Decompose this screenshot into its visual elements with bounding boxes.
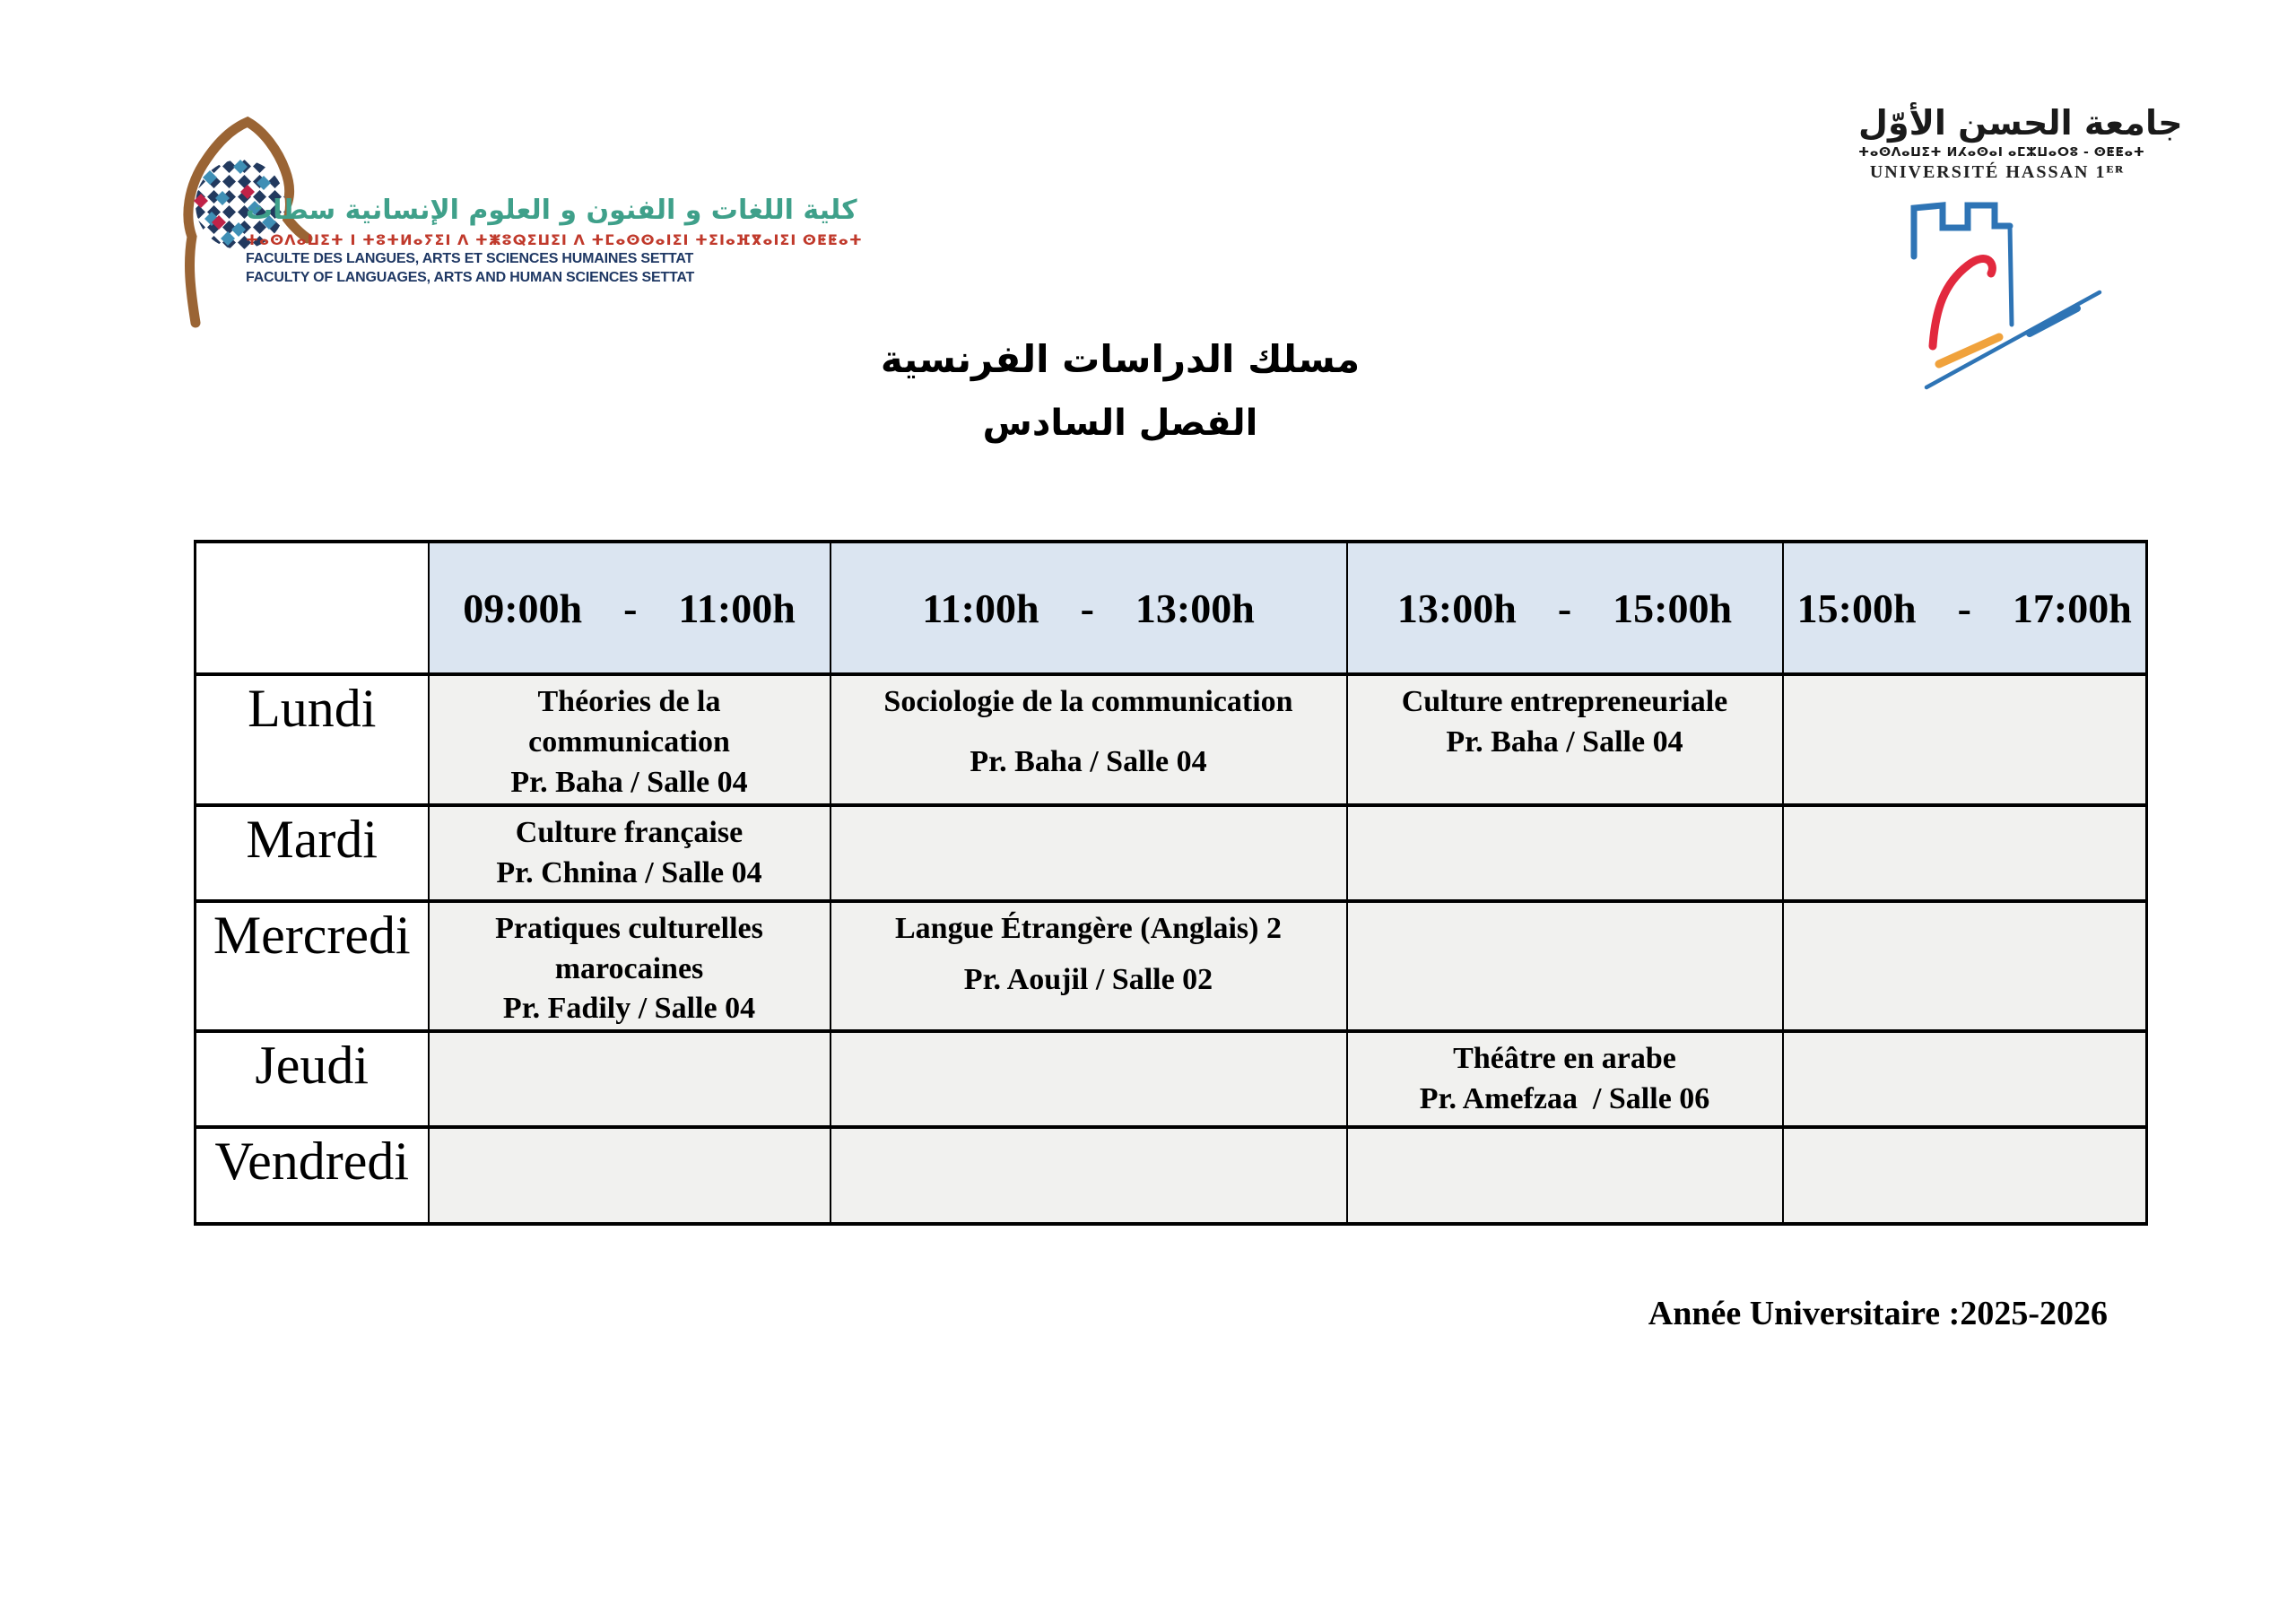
document-title bbox=[0, 337, 2296, 444]
slot2-dash: - bbox=[1557, 585, 1572, 631]
header-row bbox=[196, 542, 2147, 674]
cell-vendredi-1300-empty bbox=[1347, 1127, 1783, 1224]
day-label-mardi: Mardi bbox=[196, 805, 429, 901]
cell-mardi-1500-empty bbox=[1783, 805, 2147, 901]
faculty-name-tifinagh: ⵜⴰⵙⴷⴰⵡⵉⵜ ⵏ ⵜⵓⵜⵍⴰⵢⵉⵏ ⴷ ⵜⵥⵓⵕⵉⵡⵉⵏ ⴷ ⵜⵎⴰⵙⵙⴰⵏⵉⵏ ⵜⵉⵏⴰⴼⴳⴰⵏⵉⵏ ⵙⵟⵟⴰⵜ bbox=[246, 230, 863, 248]
title-semester: الفصل السادس bbox=[982, 403, 1258, 444]
cell-lundi-1300 bbox=[1347, 674, 1783, 805]
row-mardi bbox=[196, 805, 2147, 901]
cell-lundi-1100 bbox=[831, 674, 1347, 805]
cell-mercredi-1300-empty bbox=[1347, 901, 1783, 1032]
row-jeudi bbox=[196, 1031, 2147, 1127]
timetable bbox=[194, 540, 2148, 1226]
course-line: Culture française bbox=[515, 815, 744, 849]
course-line: Pratiques culturelles bbox=[495, 911, 763, 945]
corner-cell bbox=[196, 542, 429, 674]
university-name-latin: UNIVERSITÉ HASSAN 1ᴱᴿ bbox=[1869, 161, 2126, 182]
cell-mercredi-0900 bbox=[429, 901, 831, 1032]
cell-lundi-0900 bbox=[429, 674, 831, 805]
faculty-logo-text bbox=[246, 194, 863, 286]
slot0-start: 09:00h bbox=[463, 585, 583, 631]
cell-mardi-0900 bbox=[429, 805, 831, 901]
course-line: Langue Étrangère (Anglais) 2 bbox=[895, 911, 1282, 945]
course-line: Sociologie de la communication bbox=[883, 685, 1293, 718]
row-mercredi bbox=[196, 901, 2147, 1032]
faculty-name-english: FACULTY OF LANGUAGES, ARTS AND HUMAN SCIENCES SETTAT bbox=[246, 269, 695, 285]
slot0-dash: - bbox=[623, 585, 638, 631]
course-line: Théâtre en arabe bbox=[1453, 1042, 1676, 1076]
cell-jeudi-1500-empty bbox=[1783, 1031, 2147, 1127]
slot1-dash: - bbox=[1080, 585, 1094, 631]
time-slot-1300-1500 bbox=[1347, 542, 1783, 674]
cell-vendredi-1500-empty bbox=[1783, 1127, 2147, 1224]
slot3-start: 15:00h bbox=[1796, 585, 1917, 631]
cell-lundi-1500-empty bbox=[1783, 674, 2147, 805]
cell-jeudi-1100-empty bbox=[831, 1031, 1347, 1127]
slot1-start: 11:00h bbox=[922, 585, 1039, 631]
time-slot-0900-1100 bbox=[429, 542, 831, 674]
slot3-end: 17:00h bbox=[2012, 585, 2132, 631]
academic-year-label: Année Universitaire :2025-2026 bbox=[1648, 1295, 2108, 1332]
cell-vendredi-0900-empty bbox=[429, 1127, 831, 1224]
course-prof-room: Pr. Baha / Salle 04 bbox=[970, 744, 1207, 778]
time-slot-1100-1300 bbox=[831, 542, 1347, 674]
title-track: مسلك الدراسات الفرنسية bbox=[880, 337, 1361, 381]
course-line: Théories de la bbox=[537, 685, 721, 718]
slot0-end: 11:00h bbox=[678, 585, 796, 631]
course-prof-room: Pr. Amefzaa / Salle 06 bbox=[1419, 1082, 1710, 1116]
cell-jeudi-0900-empty bbox=[429, 1031, 831, 1127]
course-prof-room: Pr. Aoujil / Salle 02 bbox=[963, 962, 1213, 996]
course-prof-room: Pr. Baha / Salle 04 bbox=[1446, 724, 1683, 759]
faculty-logo bbox=[176, 113, 863, 337]
day-label-mercredi: Mercredi bbox=[196, 901, 429, 1032]
day-label-jeudi: Jeudi bbox=[196, 1031, 429, 1127]
cell-jeudi-1300 bbox=[1347, 1031, 1783, 1127]
row-lundi bbox=[196, 674, 2147, 805]
slot1-end: 13:00h bbox=[1135, 585, 1255, 631]
course-line: Culture entrepreneuriale bbox=[1401, 685, 1728, 718]
course-line: marocaines bbox=[554, 951, 704, 985]
slot3-dash: - bbox=[1957, 585, 1971, 631]
slot2-start: 13:00h bbox=[1396, 585, 1517, 631]
cell-mercredi-1100 bbox=[831, 901, 1347, 1032]
time-slot-1500-1700 bbox=[1783, 542, 2147, 674]
university-name-arabic: جامعة الحسن الأوّل bbox=[1858, 103, 2183, 143]
course-prof-room: Pr. Baha / Salle 04 bbox=[510, 765, 748, 799]
cell-mercredi-1500-empty bbox=[1783, 901, 2147, 1032]
course-prof-room: Pr. Chnina / Salle 04 bbox=[496, 855, 762, 889]
course-line: communication bbox=[528, 724, 730, 759]
row-vendredi bbox=[196, 1127, 2147, 1224]
cell-mardi-1100-empty bbox=[831, 805, 1347, 901]
cell-mardi-1300-empty bbox=[1347, 805, 1783, 901]
university-name-tifinagh: ⵜⴰⵙⴷⴰⵡⵉⵜ ⵍⵃⴰⵙⴰⵏ ⴰⵎⵣⵡⴰⵔⵓ - ⵙⵟⵟⴰⵜ bbox=[1858, 144, 2145, 160]
faculty-name-french: FACULTE DES LANGUES, ARTS ET SCIENCES HUMAINES SETTAT bbox=[246, 250, 694, 266]
day-label-lundi: Lundi bbox=[196, 674, 429, 805]
slot2-end: 15:00h bbox=[1613, 585, 1733, 631]
day-label-vendredi: Vendredi bbox=[196, 1127, 429, 1224]
course-prof-room: Pr. Fadily / Salle 04 bbox=[502, 992, 756, 1026]
cell-vendredi-1100-empty bbox=[831, 1127, 1347, 1224]
faculty-name-arabic: كلية اللغات و الفنون و العلوم الإنسانية سطات bbox=[246, 195, 857, 226]
